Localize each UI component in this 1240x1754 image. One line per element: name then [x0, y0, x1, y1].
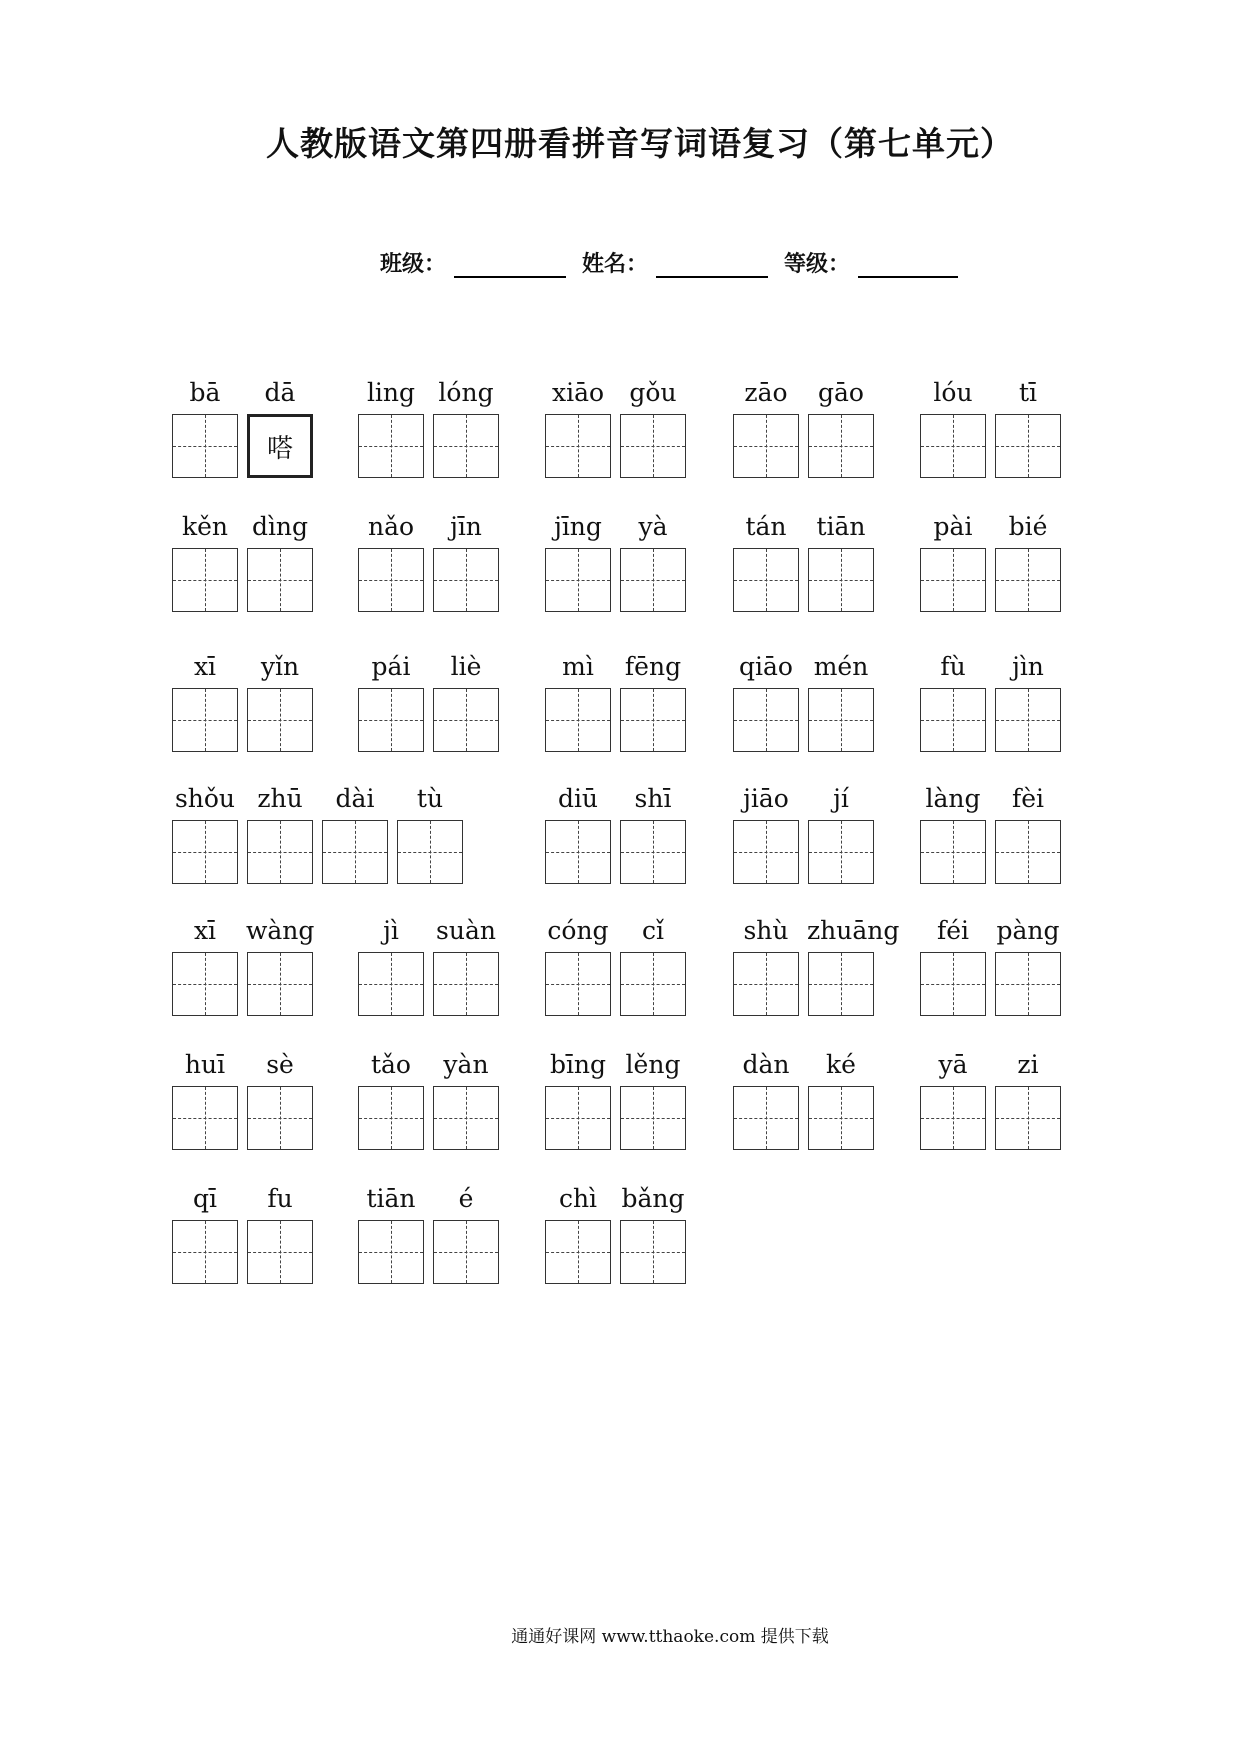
guide-line-horizontal: [173, 852, 237, 853]
guide-line-horizontal: [434, 720, 498, 721]
pinyin-label: bǎng: [621, 1184, 685, 1213]
guide-line-horizontal: [809, 984, 873, 985]
pinyin-label: shǒu: [174, 784, 236, 813]
guide-line-horizontal: [398, 852, 462, 853]
guide-line-horizontal: [434, 1252, 498, 1253]
pinyin-label: fēng: [624, 652, 682, 681]
pinyin-label: liè: [450, 652, 482, 681]
writing-box[interactable]: [172, 1220, 238, 1284]
writing-box[interactable]: [433, 1086, 499, 1150]
class-label: 班级：: [380, 252, 447, 277]
writing-box[interactable]: [620, 820, 686, 884]
writing-box[interactable]: [545, 548, 611, 612]
pinyin-label: tán: [745, 512, 787, 541]
pinyin-label: diū: [557, 784, 599, 813]
pinyin-label: ling: [366, 378, 416, 407]
guide-line-horizontal: [248, 720, 312, 721]
writing-box[interactable]: [808, 688, 874, 752]
pinyin-label: xī: [193, 652, 217, 681]
guide-line-horizontal: [809, 580, 873, 581]
pinyin-label: cóng: [547, 916, 609, 945]
grade-blank[interactable]: [858, 252, 958, 278]
pinyin-label: jìn: [1012, 652, 1044, 681]
guide-line-horizontal: [809, 1118, 873, 1119]
writing-box[interactable]: [620, 952, 686, 1016]
guide-line-horizontal: [809, 446, 873, 447]
writing-box[interactable]: [620, 548, 686, 612]
writing-box[interactable]: [545, 820, 611, 884]
pinyin-label: jì: [383, 916, 399, 945]
writing-box[interactable]: [733, 1086, 799, 1150]
pinyin-label: zi: [1017, 1050, 1039, 1079]
guide-line-horizontal: [921, 580, 985, 581]
guide-line-horizontal: [173, 1252, 237, 1253]
guide-line-horizontal: [248, 852, 312, 853]
pinyin-label: wàng: [246, 916, 315, 945]
guide-line-horizontal: [621, 446, 685, 447]
name-blank[interactable]: [656, 252, 768, 278]
guide-line-horizontal: [248, 580, 312, 581]
pinyin-label: shù: [743, 916, 789, 945]
writing-box[interactable]: [733, 548, 799, 612]
writing-box[interactable]: [995, 414, 1061, 478]
pinyin-label: fu: [267, 1184, 293, 1213]
pinyin-label: yàn: [443, 1050, 489, 1079]
guide-line-horizontal: [809, 852, 873, 853]
pinyin-label: pài: [933, 512, 973, 541]
guide-line-horizontal: [546, 446, 610, 447]
pinyin-label: tǎo: [370, 1050, 411, 1079]
pinyin-label: shī: [634, 784, 672, 813]
pinyin-label: suàn: [436, 916, 496, 945]
guide-line-horizontal: [734, 446, 798, 447]
writing-box[interactable]: [808, 548, 874, 612]
guide-line-horizontal: [621, 1118, 685, 1119]
pinyin-label: gǒu: [629, 378, 677, 407]
guide-line-horizontal: [621, 984, 685, 985]
writing-box[interactable]: [995, 688, 1061, 752]
pinyin-label: lóu: [933, 378, 973, 407]
writing-box[interactable]: [358, 688, 424, 752]
footer-credit: 通通好课网 www.tthaoke.com 提供下载: [511, 1627, 829, 1647]
writing-box[interactable]: [172, 414, 238, 478]
guide-line-horizontal: [809, 720, 873, 721]
writing-box[interactable]: [620, 414, 686, 478]
pinyin-label: jīng: [554, 512, 602, 541]
guide-line-horizontal: [996, 984, 1060, 985]
name-label: 姓名：: [582, 252, 649, 277]
writing-box[interactable]: [545, 688, 611, 752]
guide-line-horizontal: [996, 580, 1060, 581]
writing-box[interactable]: [545, 414, 611, 478]
pinyin-label: yà: [638, 512, 668, 541]
writing-box[interactable]: [733, 688, 799, 752]
pinyin-label: pàng: [996, 916, 1060, 945]
guide-line-horizontal: [996, 446, 1060, 447]
guide-line-horizontal: [434, 984, 498, 985]
guide-line-horizontal: [546, 720, 610, 721]
guide-line-horizontal: [248, 1252, 312, 1253]
pinyin-label: dàn: [742, 1050, 790, 1079]
writing-box[interactable]: [247, 548, 313, 612]
writing-box[interactable]: [433, 688, 499, 752]
pinyin-label: mì: [562, 652, 594, 681]
writing-box[interactable]: [358, 414, 424, 478]
guide-line-horizontal: [996, 720, 1060, 721]
guide-line-horizontal: [546, 580, 610, 581]
pinyin-label: jí: [833, 784, 849, 813]
guide-line-horizontal: [173, 720, 237, 721]
guide-line-horizontal: [996, 1118, 1060, 1119]
writing-box[interactable]: [920, 548, 986, 612]
guide-line-horizontal: [921, 1118, 985, 1119]
pinyin-label: lóng: [438, 378, 494, 407]
pinyin-label: qī: [193, 1184, 217, 1213]
writing-box[interactable]: [545, 952, 611, 1016]
pinyin-label: fèi: [1011, 784, 1045, 813]
writing-box[interactable]: [620, 1220, 686, 1284]
pinyin-label: kěn: [181, 512, 229, 541]
writing-box[interactable]: [995, 820, 1061, 884]
pinyin-label: lěng: [625, 1050, 681, 1079]
guide-line-horizontal: [359, 580, 423, 581]
guide-line-horizontal: [546, 1118, 610, 1119]
guide-line-horizontal: [434, 446, 498, 447]
pinyin-label: pái: [371, 652, 411, 681]
writing-box[interactable]: [247, 688, 313, 752]
guide-line-horizontal: [734, 852, 798, 853]
guide-line-horizontal: [173, 984, 237, 985]
guide-line-horizontal: [546, 984, 610, 985]
writing-box[interactable]: [247, 1220, 313, 1284]
guide-line-horizontal: [173, 446, 237, 447]
example-character: 嗒: [250, 417, 310, 475]
pinyin-label: jīn: [450, 512, 482, 541]
guide-line-horizontal: [921, 446, 985, 447]
pinyin-label: yā: [938, 1050, 968, 1079]
guide-line-horizontal: [996, 852, 1060, 853]
pinyin-label: huī: [184, 1050, 226, 1079]
guide-line-horizontal: [359, 984, 423, 985]
guide-line-horizontal: [734, 1118, 798, 1119]
pinyin-label: bié: [1008, 512, 1048, 541]
pinyin-label: xī: [193, 916, 217, 945]
writing-box[interactable]: [433, 414, 499, 478]
pinyin-label: tù: [416, 784, 444, 813]
pinyin-label: bā: [189, 378, 221, 407]
writing-box[interactable]: [545, 1220, 611, 1284]
pinyin-label: yǐn: [260, 652, 300, 681]
writing-box[interactable]: [808, 952, 874, 1016]
writing-box[interactable]: [433, 1220, 499, 1284]
pinyin-label: dài: [335, 784, 375, 813]
guide-line-horizontal: [921, 720, 985, 721]
guide-line-horizontal: [173, 580, 237, 581]
grade-label: 等级：: [784, 252, 851, 277]
guide-line-horizontal: [621, 580, 685, 581]
student-info-line: [380, 242, 958, 278]
pinyin-label: chì: [558, 1184, 598, 1213]
pinyin-label: mén: [813, 652, 869, 681]
guide-line-horizontal: [546, 1252, 610, 1253]
guide-line-horizontal: [248, 1118, 312, 1119]
pinyin-label: làng: [925, 784, 981, 813]
writing-box[interactable]: [995, 1086, 1061, 1150]
pinyin-label: zāo: [744, 378, 788, 407]
pinyin-label: tiān: [366, 1184, 416, 1213]
writing-box[interactable]: [620, 688, 686, 752]
guide-line-horizontal: [434, 580, 498, 581]
guide-line-horizontal: [621, 852, 685, 853]
pinyin-label: bīng: [549, 1050, 607, 1079]
guide-line-horizontal: [359, 1252, 423, 1253]
page-title: 人教版语文第四册看拼音写词语复习（第七单元）: [266, 124, 1014, 163]
guide-line-horizontal: [621, 1252, 685, 1253]
pinyin-label: zhū: [257, 784, 303, 813]
guide-line-horizontal: [248, 984, 312, 985]
guide-line-horizontal: [359, 1118, 423, 1119]
writing-box[interactable]: [172, 820, 238, 884]
guide-line-horizontal: [546, 852, 610, 853]
writing-box[interactable]: [433, 548, 499, 612]
writing-box[interactable]: [545, 1086, 611, 1150]
writing-box[interactable]: [172, 1086, 238, 1150]
writing-box[interactable]: [808, 820, 874, 884]
guide-line-horizontal: [734, 580, 798, 581]
class-blank[interactable]: [454, 252, 566, 278]
writing-box[interactable]: [433, 952, 499, 1016]
writing-box[interactable]: [172, 548, 238, 612]
writing-box[interactable]: [172, 952, 238, 1016]
pinyin-label: dā: [264, 378, 296, 407]
guide-line-horizontal: [734, 984, 798, 985]
pinyin-label: sè: [266, 1050, 294, 1079]
pinyin-label: tiān: [816, 512, 866, 541]
pinyin-label: tī: [1018, 378, 1038, 407]
pinyin-label: zhuāng: [807, 916, 900, 945]
writing-box[interactable]: [920, 820, 986, 884]
writing-box[interactable]: [358, 548, 424, 612]
guide-line-horizontal: [359, 446, 423, 447]
writing-box[interactable]: [247, 414, 313, 478]
pinyin-label: nǎo: [367, 512, 415, 541]
pinyin-label: é: [458, 1184, 474, 1213]
pinyin-label: dìng: [251, 512, 309, 541]
guide-line-horizontal: [323, 852, 387, 853]
writing-box[interactable]: [733, 952, 799, 1016]
writing-box[interactable]: [397, 820, 463, 884]
writing-box[interactable]: [322, 820, 388, 884]
writing-box[interactable]: [358, 1086, 424, 1150]
writing-box[interactable]: [358, 1220, 424, 1284]
guide-line-horizontal: [434, 1118, 498, 1119]
guide-line-horizontal: [173, 1118, 237, 1119]
writing-box[interactable]: [920, 952, 986, 1016]
writing-box[interactable]: [172, 688, 238, 752]
writing-box[interactable]: [995, 548, 1061, 612]
pinyin-label: féi: [936, 916, 970, 945]
writing-box[interactable]: [733, 820, 799, 884]
pinyin-label: qiāo: [739, 652, 793, 681]
writing-box[interactable]: [995, 952, 1061, 1016]
writing-box[interactable]: [920, 414, 986, 478]
writing-box[interactable]: [358, 952, 424, 1016]
guide-line-horizontal: [921, 852, 985, 853]
writing-box[interactable]: [247, 1086, 313, 1150]
writing-box[interactable]: [733, 414, 799, 478]
writing-box[interactable]: [920, 1086, 986, 1150]
writing-box[interactable]: [808, 1086, 874, 1150]
writing-box[interactable]: [920, 688, 986, 752]
pinyin-label: jiāo: [743, 784, 789, 813]
pinyin-label: ké: [826, 1050, 856, 1079]
guide-line-horizontal: [734, 720, 798, 721]
writing-box[interactable]: [247, 820, 313, 884]
pinyin-label: cǐ: [642, 916, 664, 945]
writing-box[interactable]: [808, 414, 874, 478]
writing-box[interactable]: [620, 1086, 686, 1150]
pinyin-label: xiāo: [551, 378, 605, 407]
writing-box[interactable]: [247, 952, 313, 1016]
guide-line-horizontal: [621, 720, 685, 721]
pinyin-label: gāo: [818, 378, 864, 407]
guide-line-horizontal: [359, 720, 423, 721]
pinyin-label: fù: [940, 652, 966, 681]
guide-line-horizontal: [921, 984, 985, 985]
